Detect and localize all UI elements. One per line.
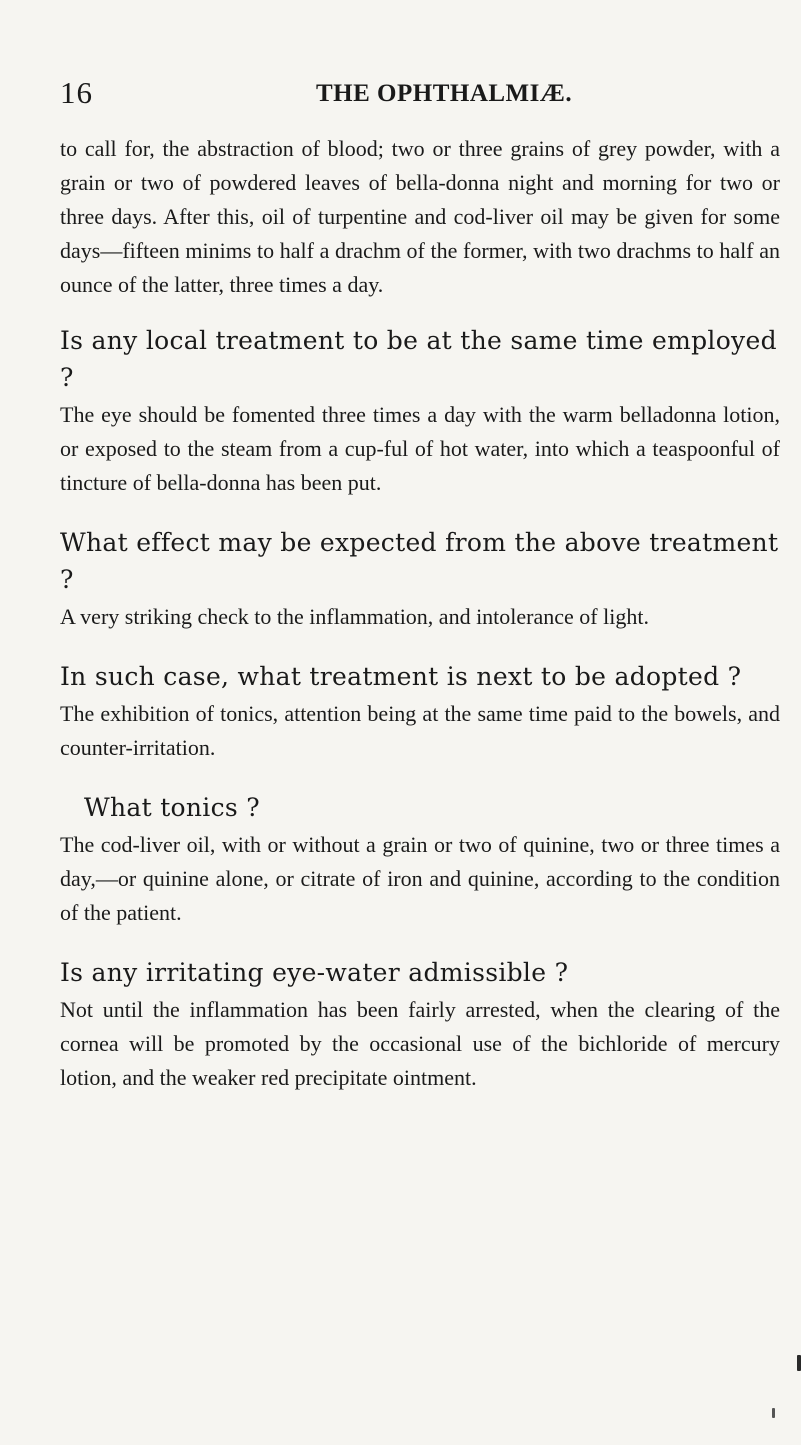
running-title: THE OPHTHALMIÆ. <box>316 80 573 107</box>
question-tonics: What tonics ? <box>84 793 260 822</box>
question-next-treatment: In such case, what treatment is next to be adopted ? <box>60 662 742 691</box>
page-number: 16 <box>60 75 93 110</box>
question-expected-effect: What effect may be expected from the above treatment ? <box>60 528 779 594</box>
answer-next-treatment: The exhibition of tonics, attention being at the same time paid to the bowels, and counter-irritation. <box>60 701 780 760</box>
question-eye-water: Is any irritating eye-water admissible ? <box>60 958 569 987</box>
paragraph-intro: to call for, the abstraction of blood; two or three grains of grey powder, with a grain or two of powdered leaves of bella-donna night and morning for two or three days. After this, oil of turpentine and cod-liver oil may be given for some days—fifteen minims to half a drachm of the former, with two drachms to half an ounce of the latter, three times a day. <box>60 136 780 297</box>
answer-tonics: The cod-liver oil, with or without a grain or two of quinine, two or three times a day,—or quinine alone, or citrate of iron and quinine, according to the condition of the patient. <box>60 832 780 925</box>
question-local-treatment: Is any local treatment to be at the same time employed ? <box>60 326 777 392</box>
answer-local-treatment: The eye should be fomented three times a day with the warm belladonna lotion, or exposed to the steam from a cup-ful of hot water, into which a teaspoonful of tincture of bella-donna has been put. <box>60 402 780 495</box>
page-body <box>60 132 780 1095</box>
answer-expected-effect: A very striking check to the inflammation, and intolerance of light. <box>60 604 649 629</box>
answer-eye-water: Not until the inflammation has been fairly arrested, when the clearing of the cornea will be promoted by the occasional use of the bichloride of mercury lotion, and the weaker red precipitate ointment. <box>60 997 780 1090</box>
page-speck-mark <box>772 1408 775 1418</box>
page-edge-mark <box>797 1355 801 1371</box>
running-head <box>60 76 760 110</box>
